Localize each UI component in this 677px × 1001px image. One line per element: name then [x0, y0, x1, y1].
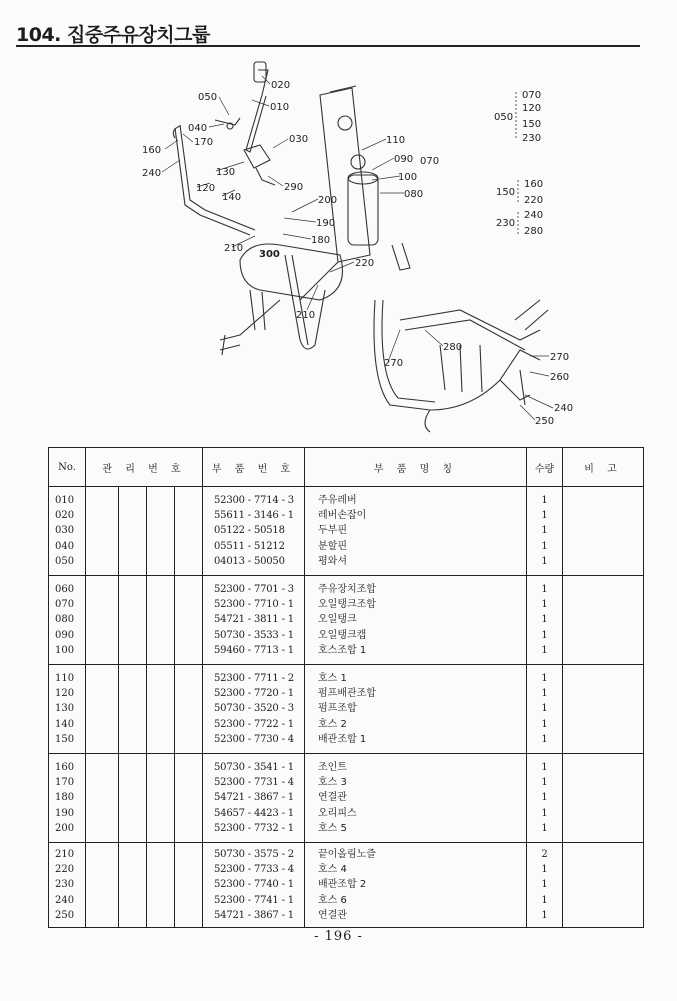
part-name-cell — [305, 576, 527, 665]
callout-label: 120 — [196, 183, 216, 194]
mgmt-no-cell — [175, 487, 203, 576]
callout-label: 240 — [142, 168, 162, 179]
ref-no-cell-value: 140 — [55, 718, 75, 730]
quantity-cell-value: 1 — [541, 792, 548, 804]
mgmt-no-cell — [119, 665, 147, 754]
ref-no-cell-value: 200 — [55, 822, 75, 834]
page-title: 104. 집중주유장치그룹 — [16, 24, 210, 46]
quantity-cell-value: 1 — [541, 879, 548, 891]
quantity-cell-value: 1 — [541, 703, 548, 715]
mgmt-no-cell — [147, 487, 175, 576]
ref-no-cell-value: 180 — [55, 792, 75, 804]
quantity-cell-value: 1 — [541, 510, 548, 522]
quantity-cell-value: 1 — [541, 555, 548, 567]
part-number-cell-value: 52300 - 7711 - 2 — [214, 672, 294, 684]
mgmt-no-cell — [175, 665, 203, 754]
part-name-cell-value: 호스 5 — [318, 822, 347, 834]
callout-label: 140 — [222, 192, 242, 203]
part-number-cell — [203, 843, 305, 928]
ref-no-cell — [49, 754, 86, 843]
callout-label: 190 — [316, 218, 336, 229]
ref-no-cell-value: 010 — [55, 494, 75, 506]
callout-label: 110 — [386, 135, 406, 146]
part-name-cell — [305, 843, 527, 928]
ref-no-cell-value: 130 — [55, 703, 75, 715]
callout-label: 290 — [284, 182, 304, 193]
ref-no-cell-value: 040 — [55, 540, 75, 552]
part-number-cell-value: 05511 - 51212 — [214, 540, 285, 552]
callout-label: 180 — [311, 235, 331, 246]
callout-label: 260 — [550, 372, 570, 383]
mgmt-no-cell — [147, 754, 175, 843]
ref-no-cell — [49, 665, 86, 754]
part-number-cell-value: 50730 - 3533 - 1 — [214, 629, 294, 641]
quantity-cell-value: 1 — [541, 807, 548, 819]
part-name-cell — [305, 487, 527, 576]
quantity-cell-value: 1 — [541, 909, 548, 921]
part-name-cell-value: 호스조합 1 — [318, 644, 367, 656]
quantity-cell-value: 1 — [541, 761, 548, 773]
legend-item: 280 — [524, 226, 544, 237]
part-name-cell-value: 오일탱크캡 — [318, 629, 367, 641]
mgmt-no-cell — [147, 665, 175, 754]
header-part-name: 부 품 명 칭 — [305, 448, 527, 487]
header-remark: 비 고 — [563, 448, 644, 487]
part-name-cell-value: 호스 6 — [318, 894, 347, 906]
part-name-cell-value: 조인트 — [318, 761, 347, 773]
remark-cell — [563, 843, 644, 928]
mgmt-no-cell — [86, 665, 119, 754]
part-name-cell-value: 연결관 — [318, 792, 347, 804]
quantity-cell-value: 1 — [541, 599, 548, 611]
ref-no-cell-value: 220 — [55, 864, 75, 876]
callout-label: 100 — [398, 172, 418, 183]
callout-label: 010 — [270, 102, 290, 113]
part-name-cell — [305, 754, 527, 843]
part-number-cell-value: 05122 - 50518 — [214, 525, 285, 537]
quantity-cell-value: 2 — [541, 848, 548, 860]
part-number-cell-value: 50730 - 3520 - 3 — [214, 703, 294, 715]
legend-item: 150 — [522, 119, 542, 130]
part-name-cell-value: 호스 3 — [318, 777, 347, 789]
table-row-group — [49, 576, 644, 665]
callout-label: 030 — [289, 134, 309, 145]
page-number: - 196 - — [314, 929, 363, 944]
parts-table — [48, 447, 644, 928]
part-number-cell — [203, 754, 305, 843]
part-name-cell-value: 호스 4 — [318, 864, 347, 876]
part-number-cell-value: 50730 - 3575 - 2 — [214, 848, 294, 860]
table-row-group — [49, 487, 644, 576]
callout-label: 270 — [550, 352, 570, 363]
mgmt-no-cell — [147, 576, 175, 665]
part-number-cell-value: 50730 - 3541 - 1 — [214, 761, 294, 773]
quantity-cell-value: 1 — [541, 525, 548, 537]
legend-base: 050 — [494, 112, 514, 123]
table-row-group — [49, 665, 644, 754]
part-number-cell-value: 59460 - 7713 - 1 — [214, 644, 294, 656]
quantity-cell-value: 1 — [541, 894, 548, 906]
callout-label: 210 — [296, 310, 316, 321]
ref-no-cell-value: 150 — [55, 733, 75, 745]
part-number-cell-value: 52300 - 7732 - 1 — [214, 822, 294, 834]
mgmt-no-cell — [119, 843, 147, 928]
ref-no-cell-value: 250 — [55, 909, 75, 921]
callout-group-legend — [494, 90, 543, 237]
mgmt-no-cell — [175, 754, 203, 843]
callout-label: 220 — [355, 258, 375, 269]
mgmt-no-cell — [119, 754, 147, 843]
part-name-cell-value: 펌프조합 — [318, 703, 357, 715]
legend-item: 160 — [524, 179, 544, 190]
part-number-cell-value: 54721 - 3867 - 1 — [214, 909, 294, 921]
quantity-cell-value: 1 — [541, 583, 548, 595]
quantity-cell-value: 1 — [541, 688, 548, 700]
legend-base: 150 — [496, 187, 516, 198]
mgmt-no-cell — [86, 754, 119, 843]
callout-label: 050 — [198, 92, 218, 103]
table-row-group — [49, 754, 644, 843]
quantity-cell-value: 1 — [541, 644, 548, 656]
part-name-cell-value: 주유레버 — [318, 494, 357, 506]
part-number-cell-value: 52300 - 7714 - 3 — [214, 494, 294, 506]
part-number-cell — [203, 665, 305, 754]
callout-label: 250 — [535, 416, 555, 427]
mgmt-no-cell — [119, 576, 147, 665]
part-number-cell — [203, 576, 305, 665]
legend-base: 230 — [496, 218, 516, 229]
quantity-cell — [527, 665, 563, 754]
legend-item: 120 — [522, 103, 542, 114]
ref-no-cell-value: 170 — [55, 777, 75, 789]
part-name-cell-value: 펌프배관조합 — [318, 688, 376, 700]
ref-no-cell-value: 030 — [55, 525, 75, 537]
header-qty: 수량 — [527, 448, 563, 487]
quantity-cell-value: 1 — [541, 494, 548, 506]
quantity-cell-value: 1 — [541, 614, 548, 626]
ref-no-cell — [49, 487, 86, 576]
part-number-cell-value: 52300 - 7741 - 1 — [214, 894, 294, 906]
part-name-cell — [305, 665, 527, 754]
callout-label: 240 — [554, 403, 574, 414]
mgmt-no-cell — [175, 843, 203, 928]
callout-label: 080 — [404, 189, 424, 200]
callout-label: 210 — [224, 243, 244, 254]
part-number-cell-value: 52300 - 7722 - 1 — [214, 718, 294, 730]
part-name-cell-value: 호스 2 — [318, 718, 347, 730]
part-number-cell-value: 54721 - 3811 - 1 — [214, 614, 294, 626]
quantity-cell-value: 1 — [541, 540, 548, 552]
ref-no-cell — [49, 576, 86, 665]
ref-no-cell-value: 210 — [55, 848, 75, 860]
part-number-cell-value: 52300 - 7701 - 3 — [214, 583, 294, 595]
quantity-cell-value: 1 — [541, 718, 548, 730]
remark-cell — [563, 487, 644, 576]
mgmt-no-cell — [86, 843, 119, 928]
part-name-cell-value: 끝이올림노즐 — [318, 848, 376, 860]
ref-no-cell-value: 100 — [55, 644, 75, 656]
ref-no-cell-value: 070 — [55, 599, 75, 611]
callout-label: 070 — [420, 156, 440, 167]
callout-label: 170 — [194, 137, 214, 148]
part-name-cell-value: 분할핀 — [318, 540, 347, 552]
part-number-cell — [203, 487, 305, 576]
legend-item: 230 — [522, 133, 542, 144]
part-number-cell-value: 52300 - 7731 - 4 — [214, 777, 294, 789]
part-name-cell-value: 주유장치조합 — [318, 583, 376, 595]
part-number-cell-value: 52300 - 7710 - 1 — [214, 599, 294, 611]
quantity-cell-value: 1 — [541, 864, 548, 876]
ref-no-cell-value: 190 — [55, 807, 75, 819]
part-number-cell-value: 52300 - 7720 - 1 — [214, 688, 294, 700]
header-no: No. — [49, 448, 86, 487]
quantity-cell-value: 1 — [541, 629, 548, 641]
ref-no-cell-value: 020 — [55, 510, 75, 522]
part-name-cell-value: 연결관 — [318, 909, 347, 921]
part-name-cell-value: 레버손잡이 — [318, 510, 367, 522]
part-name-cell-value: 호스 1 — [318, 672, 347, 684]
ref-no-cell-value: 240 — [55, 894, 75, 906]
part-number-cell-value: 52300 - 7730 - 4 — [214, 733, 294, 745]
part-name-cell-value: 배관조합 2 — [318, 879, 367, 891]
ref-no-cell-value: 120 — [55, 688, 75, 700]
part-number-cell-value: 52300 - 7740 - 1 — [214, 879, 294, 891]
table-header-row — [49, 448, 644, 487]
quantity-cell-value: 1 — [541, 822, 548, 834]
ref-no-cell-value: 090 — [55, 629, 75, 641]
part-number-cell-value: 52300 - 7733 - 4 — [214, 864, 294, 876]
callout-label: 130 — [216, 167, 236, 178]
quantity-cell — [527, 754, 563, 843]
callout-label: 280 — [443, 342, 463, 353]
header-part-no: 부 품 번 호 — [203, 448, 305, 487]
part-name-cell-value: 평와셔 — [318, 555, 347, 567]
mgmt-no-cell — [86, 576, 119, 665]
ref-no-cell-value: 050 — [55, 555, 75, 567]
part-number-cell-value: 04013 - 50050 — [214, 555, 285, 567]
callout-label: 160 — [142, 145, 162, 156]
table-row-group — [49, 843, 644, 928]
ref-no-cell-value: 230 — [55, 879, 75, 891]
ref-no-cell — [49, 843, 86, 928]
part-name-cell-value: 오리피스 — [318, 807, 357, 819]
header-mgmt-no: 관 리 번 호 — [86, 448, 203, 487]
quantity-cell — [527, 843, 563, 928]
mgmt-no-cell — [147, 843, 175, 928]
quantity-cell — [527, 487, 563, 576]
callout-label: 270 — [384, 358, 404, 369]
part-name-cell-value: 배관조합 1 — [318, 733, 367, 745]
part-number-cell-value: 54721 - 3867 - 1 — [214, 792, 294, 804]
remark-cell — [563, 576, 644, 665]
callout-label: 040 — [188, 123, 208, 134]
mgmt-no-cell — [86, 487, 119, 576]
ref-no-cell-value: 160 — [55, 761, 75, 773]
title-rule — [16, 45, 640, 47]
callout-label: 300 — [259, 249, 280, 260]
legend-item: 070 — [522, 90, 542, 101]
part-name-cell-value: 오일탱크 — [318, 614, 357, 626]
quantity-cell-value: 1 — [541, 672, 548, 684]
quantity-cell-value: 1 — [541, 733, 548, 745]
remark-cell — [563, 665, 644, 754]
legend-item: 240 — [524, 210, 544, 221]
quantity-cell — [527, 576, 563, 665]
callout-label: 020 — [271, 80, 291, 91]
callout-label: 090 — [394, 154, 414, 165]
quantity-cell-value: 1 — [541, 777, 548, 789]
exploded-parts-diagram — [0, 50, 677, 442]
callout-label: 200 — [318, 195, 338, 206]
ref-no-cell-value: 110 — [55, 672, 75, 684]
ref-no-cell-value: 060 — [55, 583, 75, 595]
mgmt-no-cell — [119, 487, 147, 576]
part-number-cell-value: 54657 - 4423 - 1 — [214, 807, 294, 819]
part-number-cell-value: 55611 - 3146 - 1 — [214, 510, 294, 522]
mgmt-no-cell — [175, 576, 203, 665]
ref-no-cell-value: 080 — [55, 614, 75, 626]
part-name-cell-value: 오일탱크조합 — [318, 599, 376, 611]
remark-cell — [563, 754, 644, 843]
part-name-cell-value: 두부핀 — [318, 525, 347, 537]
legend-item: 220 — [524, 195, 544, 206]
